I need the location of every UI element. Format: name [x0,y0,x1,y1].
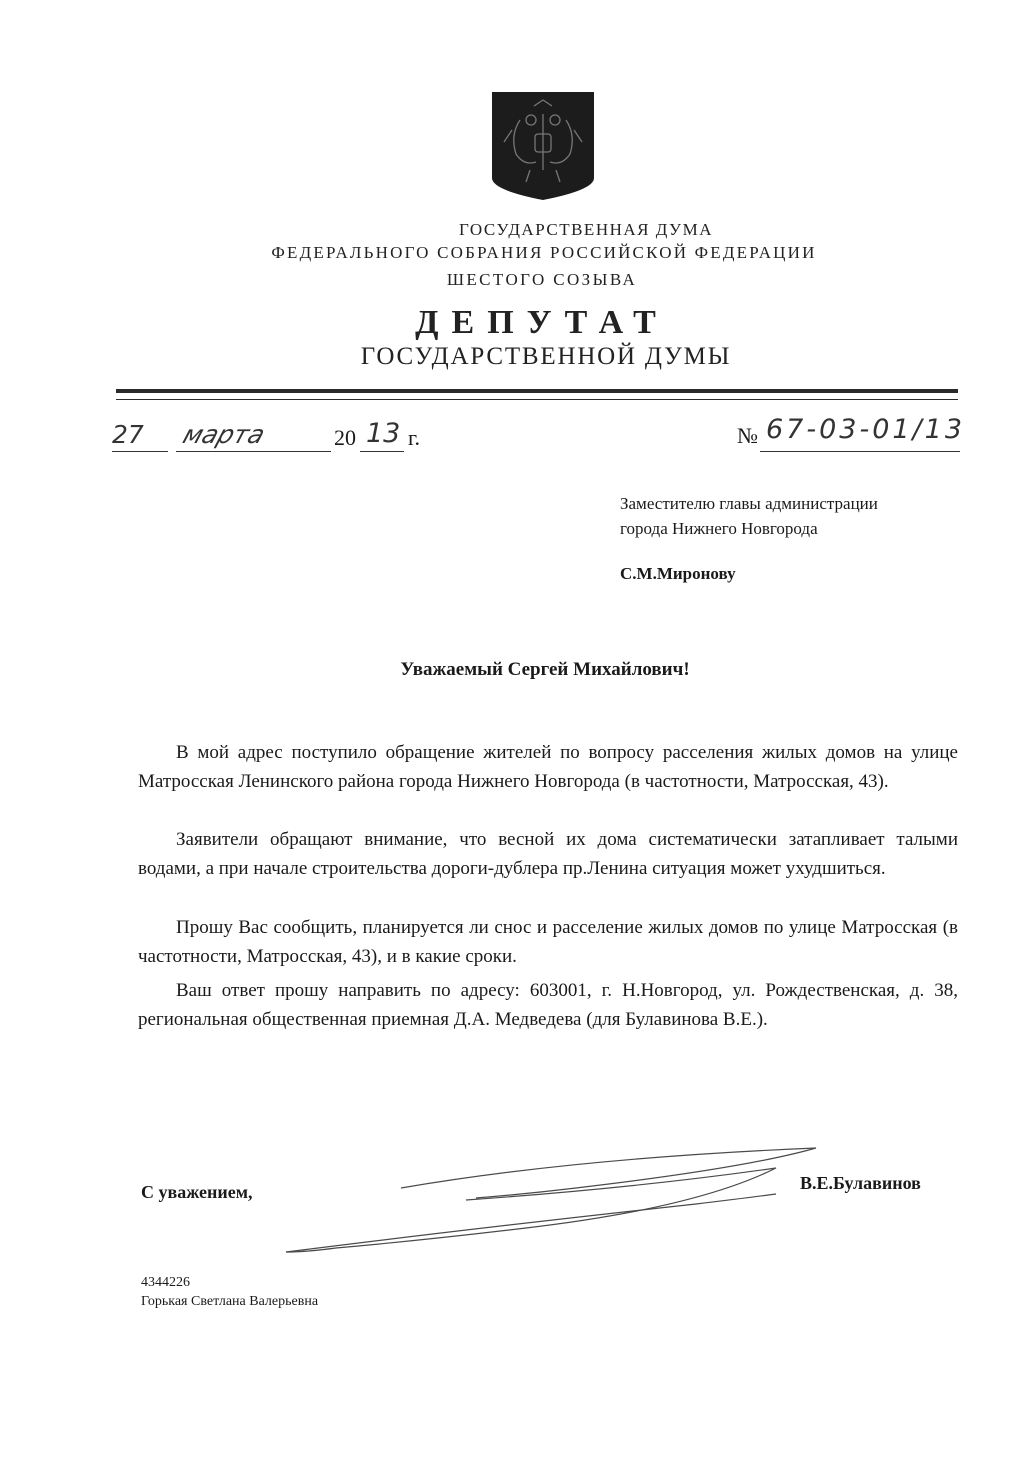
body-paragraph: Прошу Вас сообщить, планируется ли снос и расселение жилых домов по улице Матросская (в частотности, Матросская, 43), и в какие сроки. [138,917,958,967]
signature-icon [276,1128,836,1268]
body-paragraph: Ваш ответ прошу направить по адресу: 603001, г. Н.Новгород, ул. Рождественская, д. 38, региональная общественная приемная Д.А. Медведева (для Булавинова В.Е.). [138,980,958,1030]
signer-name: В.Е.Булавинов [800,1173,921,1193]
header-divider-thin [116,399,958,400]
date-day: 27 [112,420,144,449]
closing-phrase: С уважением, [141,1182,253,1202]
salutation: Уважаемый Сергей Михайлович! [400,659,690,680]
date-year-prefix: 20 [334,425,356,450]
number-sign: № [737,423,758,448]
date-unit: г. [408,425,421,450]
date-year: 13 [366,418,401,449]
title-state-duma: ГОСУДАРСТВЕННОЙ ДУМЫ [360,343,732,370]
org-line-2: ФЕДЕРАЛЬНОГО СОБРАНИЯ РОССИЙСКОЙ ФЕДЕРАЦИИ [271,243,817,262]
date-year-underline [360,451,404,452]
body-paragraph: Заявители обращают внимание, что весной их дома систематически затапливает талыми водами, а при начале строительства дороги-дублера пр.Ленина ситуация может ухудшиться. [138,829,958,879]
date-month: марта [179,420,269,449]
executor-name: Горькая Светлана Валерьевна [141,1294,319,1309]
number-underline [760,451,960,452]
state-emblem-icon [490,90,596,202]
addressee-line-2: города Нижнего Новгорода [620,519,818,538]
executor-phone: 4344226 [141,1275,190,1290]
org-line-3: ШЕСТОГО СОЗЫВА [446,270,638,289]
addressee-line-1: Заместителю главы администрации [620,494,878,513]
title-deputy: ДЕПУТАТ [415,304,669,341]
org-line-1: ГОСУДАРСТВЕННАЯ ДУМА [459,220,713,239]
header-divider [116,389,958,393]
date-month-underline [176,451,331,452]
document-number: 67-03-01/13 [766,414,966,445]
date-day-underline [112,451,168,452]
addressee-name: С.М.Миронову [620,564,736,583]
body-paragraph: В мой адрес поступило обращение жителей по вопросу расселения жилых домов на улице Матросская Ленинского района города Нижнего Новгорода (в частотности, Матросская, 43). [138,742,958,792]
